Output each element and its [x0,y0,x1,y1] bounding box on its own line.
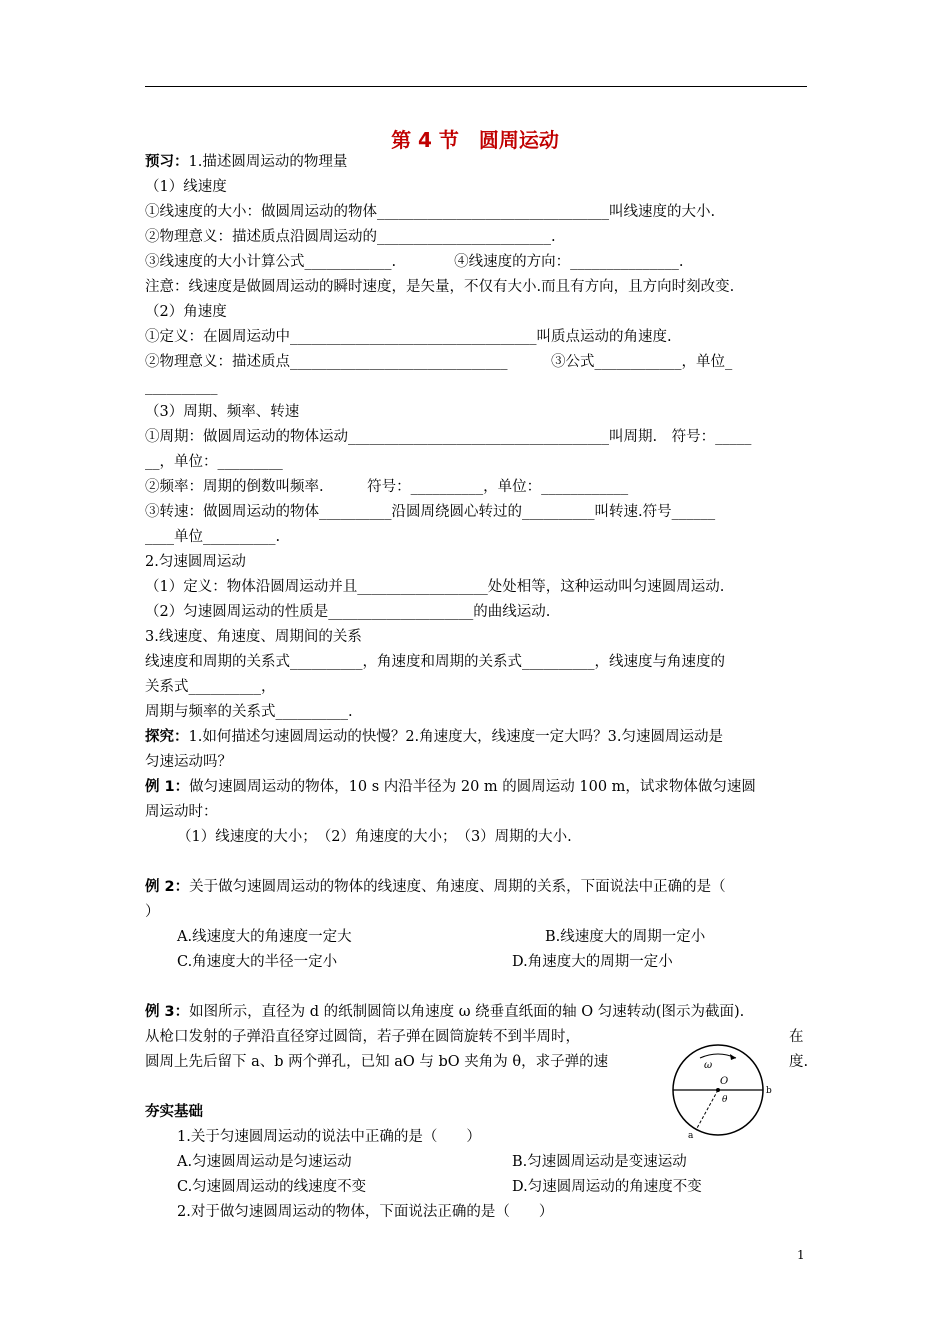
text-line: ③线速度的大小计算公式____________. ④线速度的方向：_______________. [145,254,684,270]
text-line: （1）线速度的大小； （2）角速度的大小； （3）周期的大小. [177,829,572,845]
text-line: ③转速：做圆周运动的物体__________沿圆周绕圆心转过的__________叫转速.符号______ [145,504,716,520]
option-a: A.线速度大的角速度一定大 [177,929,352,945]
text-line: __________ [145,379,218,395]
text-line: ②频率：周期的倒数叫频率. 符号：__________，单位：____________ [145,479,629,495]
text-line: ①周期：做圆周运动的物体运动____________________________________叫周期. 符号：_____ [145,429,752,445]
example-1: 例 1：做匀速圆周运动的物体，10 s 内沿半径为 20 m 的圆周运动 100 m，试求物体做匀速圆 [145,779,756,795]
option-b: B.线速度大的周期一定小 [545,929,706,945]
text-line: 圆周上先后留下 a、b 两个弹孔，已知 aO 与 bO 夹角为 θ，求子弹的速 [145,1054,609,1070]
option-c: C.匀速圆周运动的线速度不变 [177,1179,367,1195]
explore-question: 探究：1.如何描述匀速圆周运动的快慢？2.角速度大，线速度一定大吗？3.匀速圆周运动是 [145,729,724,745]
question-2: 2.对于做匀速圆周运动的物体，下面说法正确的是（ ） [177,1204,554,1220]
page-number: 1 [797,1248,805,1262]
question-1: 1.关于匀速圆周运动的说法中正确的是（ ） [177,1129,481,1145]
text-line: （2）角速度 [145,304,227,320]
text-line: ②物理意义：描述质点______________________________ ③公式____________，单位_ [145,354,733,370]
option-b: B.匀速圆周运动是变速运动 [512,1154,687,1170]
cylinder-figure [668,1040,783,1140]
text-line: ①线速度的大小：做圆周运动的物体________________________________叫线速度的大小. [145,204,716,220]
option-d: D.匀速圆周运动的角速度不变 [512,1179,702,1195]
text-line: 在 [789,1029,804,1045]
text-line: 注意：线速度是做圆周运动的瞬时速度，是矢量，不仅有大小.而且有方向，且方向时刻改变. [145,279,735,295]
text-line: （1）定义：物体沿圆周运动并且__________________处处相等，这种运动叫匀速圆周运动. [145,579,725,595]
text-line: ） [145,904,160,920]
section-heading: 2.匀速圆周运动 [145,554,246,570]
center-label: O [720,1076,729,1087]
text-line: 从枪口发射的子弹沿直径穿过圆筒，若子弹在圆筒旋转不到半周时， [145,1029,580,1045]
text-line: 周期与频率的关系式__________. [145,704,353,720]
text-line: __，单位：_________ [145,454,283,470]
text-line: （3）周期、频率、转速 [145,404,300,420]
arrow-head [730,1054,736,1060]
axis-center [716,1088,720,1092]
section-heading: 3.线速度、角速度、周期间的关系 [145,629,362,645]
text-line: 周运动时： [145,804,218,820]
section-heading: 夯实基础 [145,1104,203,1120]
text-line: （2）匀速圆周运动的性质是____________________的曲线运动. [145,604,551,620]
preview-heading: 预习：1.描述圆周运动的物理量 [145,154,348,170]
point-a-label: a [688,1131,694,1140]
text-line: 度. [789,1054,809,1070]
option-a: A.匀速圆周运动是匀速运动 [177,1154,352,1170]
text-line: ②物理意义：描述质点沿圆周运动的________________________. [145,229,556,245]
example-3: 例 3：如图所示，直径为 d 的纸制圆筒以角速度 ω 绕垂直纸面的轴 O 匀速转动(图示为截面). [145,1004,745,1020]
option-d: D.角速度大的周期一定小 [512,954,673,970]
example-2: 例 2：关于做匀速圆周运动的物体的线速度、角速度、周期的关系，下面说法中正确的是（ [145,879,726,895]
text-line: 线速度和周期的关系式__________，角速度和周期的关系式__________，线速度与角速度的 [145,654,725,670]
text-line: 匀速运动吗？ [145,754,232,770]
text-line: ①定义：在圆周运动中__________________________________叫质点运动的角速度. [145,329,672,345]
text-line: 关系式__________， [145,679,276,695]
page-title: 第 4 节 圆周运动 [391,128,559,152]
header-rule [145,86,807,87]
option-c: C.角速度大的半径一定小 [177,954,338,970]
theta-label: θ [722,1095,728,1105]
radius-to-a [696,1090,718,1130]
omega-label: ω [704,1060,713,1071]
point-b-label: b [766,1086,772,1096]
text-line: （1）线速度 [145,179,227,195]
text-line: ____单位__________. [145,529,281,545]
